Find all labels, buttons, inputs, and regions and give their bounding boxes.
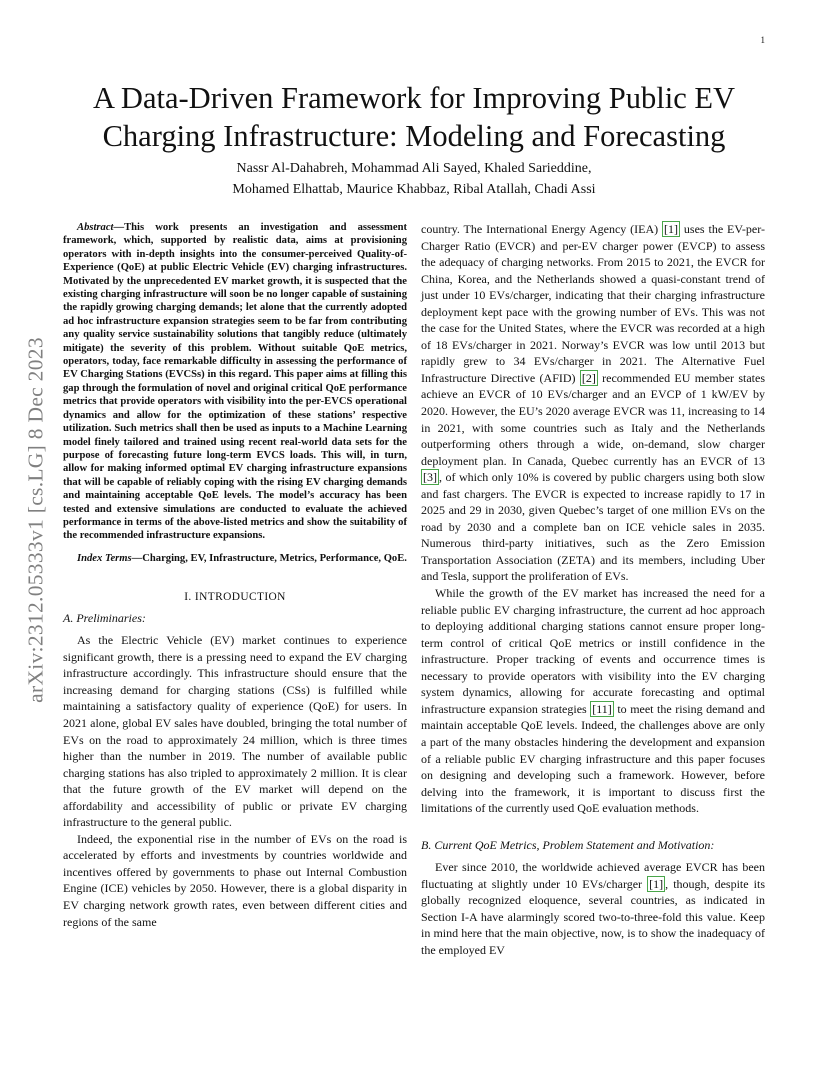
authors-line-1: Nassr Al-Dahabreh, Mohammad Ali Sayed, Khaled Sarieddine, [236, 161, 592, 176]
title-line-2: Charging Infrastructure: Modeling and Forecasting [102, 119, 726, 153]
citation-link[interactable]: [2] [581, 370, 596, 385]
arxiv-identifier-text: arXiv:2312.05333v1 [cs.LG] 8 Dec 2023 [23, 337, 48, 703]
paragraph-text: to meet the rising demand and maintain acceptable QoE levels. Indeed, the challenges above are only a part of the many obstacles hindering the development and expansion of a reliable public EV charging infrastructure and this paper focuses on designing and developing such a framework. However, before delving into the framework, it is important to discuss first the limitations of the currently used QoE evaluation methods. [421, 701, 765, 816]
index-terms-lead: Index Terms [77, 552, 132, 564]
body-paragraph [421, 221, 765, 585]
index-terms-text: —Charging, EV, Infrastructure, Metrics, Performance, QoE. [131, 552, 407, 564]
index-terms [63, 552, 407, 565]
paragraph-text: While the growth of the EV market has increased the need for a reliable public EV charging infrastructure, the current ad hoc approach to deploying additional charging stations cannot ensure proper long-term control of critical QoE metrics or instill confidence in the infrastructure. Proper tracking of events and occurrence times is necessary to provide operators with visibility into the EV charging system dynamics, allowing for accurate forecasting and optimal infrastructure expansion strategies [421, 586, 765, 716]
title-line-1: A Data-Driven Framework for Improving Public EV [92, 81, 736, 115]
paper-title [40, 79, 788, 155]
abstract [63, 221, 407, 543]
author-list [100, 158, 728, 200]
left-column [63, 221, 407, 930]
citation-link[interactable]: [1] [664, 222, 679, 236]
abstract-lead: Abstract [77, 222, 114, 233]
subsection-heading-current-qoe-metrics: B. Current QoE Metrics, Problem Statement and Motivation: [421, 837, 715, 852]
paragraph-text: country. The International Energy Agency (IEA) [421, 222, 663, 236]
subsection-heading-preliminaries: A. Preliminaries: [63, 610, 146, 625]
citation-link[interactable]: [1] [649, 876, 664, 891]
body-paragraph [421, 585, 765, 817]
paragraph-text: uses the EV-per-Charger Ratio (EVCR) and per-EV charger power (EVCP) to assess the adequacy of charging networks. From 2015 to 2021, the EVCR for China, Korea, and the Netherlands showed a quasi-constant trend of just under 10 EVs/charger, indicating that their charging infrastructure deployment kept pace with the growing number of EVs. This was not the case for the United States, where the EVCR was recorded at a high of 18 EVs/charger in 2021. Norway’s EVCR was low until 2013 but rapidly grew to 34 EVs/charger in 2021. The Alternative Fuel Infrastructure Directive (AFID) [421, 222, 766, 385]
body-paragraph: As the Electric Vehicle (EV) market continues to experience significant growth, there is a pressing need to expand the EV charging infrastructure accordingly. This infrastructure should ensure that the increasing demand for charging stations (CSs) is fulfilled while maintaining a satisfactory quality of experience (QoE) for users. In 2021 alone, global EV sales have doubled, bringing the total number of EVs on the road to approximately 24 million, which is three times higher than the number in 2019. The number of available public charging stations has also tripled to approximately 2 million. It is clear that the future growth of the EV market will depend on the affordability and accessibility of public or private EV charging infrastructure to the general public. [63, 633, 407, 830]
paragraph-text: , of which only 10% is covered by public chargers using both slow and fast chargers. The EVCR is expected to increase rapidly to 17 in 2025 and 29 in 2030, given Quebec’s target of one million EVs on the road by 2030 and a complete ban on ICE vehicle sales in 2035. Numerous third-party initiatives, such as the Zero Emission Transportation Association (ZETA) and its members, including Uber and Tesla, support the proliferation of EVs. [421, 470, 765, 584]
paragraph-text: Ever since 2010, the worldwide achieved average EVCR has been fluctuating at slightly under 10 EVs/charger [421, 860, 765, 891]
right-column [421, 221, 765, 959]
arxiv-identifier-watermark [16, 290, 56, 750]
paragraph-text: , though, despite its globally recognized eloquence, several countries, as indicated in Section I-A have alarmingly scored two-to-three-fold this value. Keep in mind here that the main objective, now, is to show the inadequacy of the employed EV [421, 876, 765, 957]
paragraph-text: recommended EU member states achieve an EVCR of 10 EVs/charger and an EVCP of 1 kW/EV by 2020. However, the EU’s 2020 average EVCR was 11, increasing to 14 in 2021, with some countries such as Italy and the Netherlands outperforming others through a wide, on-demand, slow charger deployment plan. In Canada, Quebec currently has an EVCR of 13 [421, 370, 765, 468]
body-paragraph [421, 859, 765, 958]
authors-line-2: Mohamed Elhattab, Maurice Khabbaz, Ribal Atallah, Chadi Assi [232, 182, 596, 197]
page-number: 1 [760, 35, 765, 45]
citation-link[interactable]: [3] [423, 470, 437, 485]
section-heading-introduction: I. INTRODUCTION [184, 591, 286, 604]
body-paragraph: Indeed, the exponential rise in the number of EVs on the road is accelerated by efforts and investments by countries worldwide and incentives offered by governments to phase out Internal Combustion Engine (ICE) vehicles by 2050. However, there is a global disparity in EV charging network growth rates, even between different cities and regions of the same [63, 831, 407, 929]
citation-link[interactable]: [11] [592, 701, 612, 716]
abstract-text: —This work presents an investigation and assessment framework, which, supported by realistic data, aims at provisioning operators with in-depth insights into the consumer-perceived Quality-of-Experience (QoE) at public Electric Vehicle (EV) charging infrastructures. Motivated by the unprecedented EV market growth, it is suspected that the existing charging infrastructure will soon be no longer capable of sustaining the rapidly growing charging demands; let alone that the currently adopted ad hoc infrastructure expansion strategies seem to be far from contributing any quality service sustainability solutions that tangibly reduce (ultimately mitigate) the severity of this problem. Without suitable QoE metrics, operators, today, face remarkable difficulty in assessing the performance of EV Charging Stations (EVCSs) in this regard. This paper aims at filling this gap through the formulation of novel and original critical QoE performance metrics that provide operators with visibility into the per-EVCS operational dynamics and allow for the optimization of these stations’ respective utilization. Such metrics shall then be used as inputs to a Machine Learning model finely tailored and trained using recent real-world data sets for the purpose of forecasting future long-term EVCS loads. This will, in turn, allow for making informed optimal EV charging infrastructure expansions that will be capable of reliably coping with the rising EV charging demands and maintaining acceptable QoE levels. The model’s accuracy has been tested and extensive simulations are conducted to evaluate the achieved performance in terms of the above-listed metrics and show the suitability of the recommended infrastructure expansions. [63, 222, 407, 542]
